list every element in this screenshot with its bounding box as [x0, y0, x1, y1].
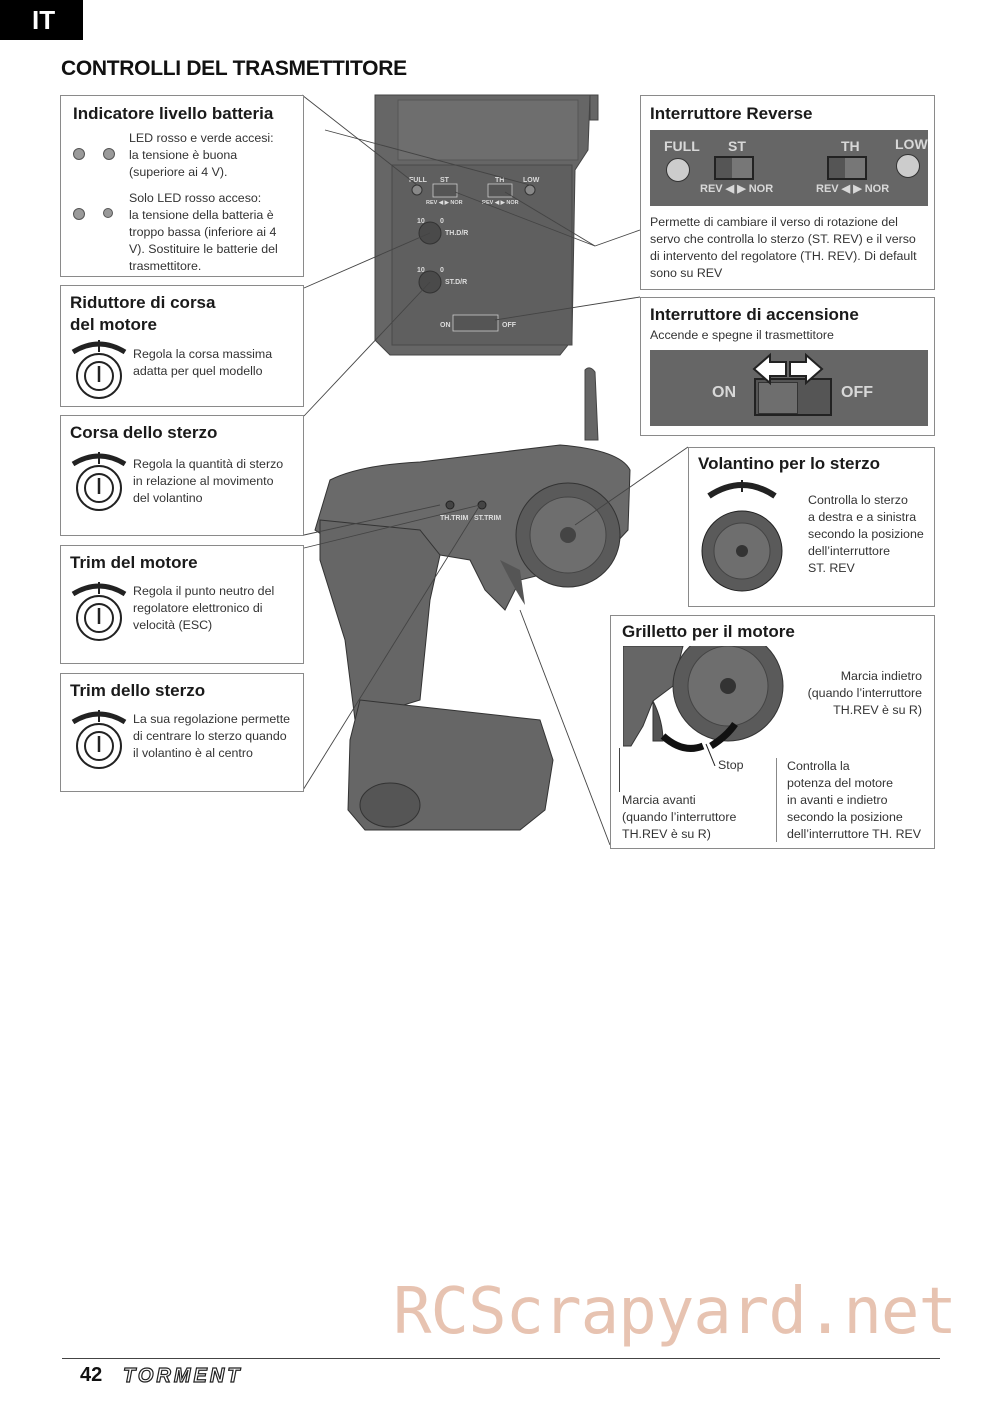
watermark: RCScrapyard.net: [393, 1275, 956, 1349]
motor-reducer-box: [60, 285, 304, 407]
transmitter-top-view: [375, 95, 598, 355]
full-led-icon: [666, 158, 690, 182]
steering-wheel-icon: [697, 476, 787, 596]
language-tab: IT: [0, 0, 83, 40]
steering-travel-box: [60, 415, 304, 536]
motor-reducer-text: Regola la corsa massima adatta per quel modello: [133, 347, 273, 378]
steering-trim-text: La sua regolazione permette di centrare lo sterzo quando il volantino è al centro: [133, 712, 291, 760]
tx-label-10b: 10: [417, 267, 425, 274]
tx-label-10a: 10: [417, 218, 425, 225]
low-led-icon: [896, 154, 920, 178]
motor-trim-text: Regola il punto neutro del regolatore elettronico di velocità (ESC): [133, 584, 275, 632]
double-arrow-icon: [752, 352, 824, 386]
page-number: 42: [80, 1364, 103, 1386]
reverse-th-rev-nor: REV ◀ ▶ NOR: [816, 183, 890, 195]
tx-label-sttrim: ST.TRIM: [474, 515, 502, 522]
power-off-label: OFF: [841, 384, 873, 401]
power-on-label: ON: [712, 384, 736, 401]
brand-logo: TORMENT: [123, 1365, 243, 1387]
reverse-st-rev-nor: REV ◀ ▶ NOR: [700, 183, 774, 195]
tx-label-on: ON: [440, 322, 451, 329]
dial-knob-icon: [69, 450, 129, 512]
transmitter-side-view: [315, 368, 630, 830]
dial-knob-icon: [69, 580, 129, 642]
trigger-stop-label: Stop: [718, 758, 744, 772]
battery-good-text: LED rosso e verde accesi: la tensione è buona (superiore ai 4 V).: [129, 131, 274, 179]
throttle-trigger-title: Grilletto per il motore: [622, 622, 795, 641]
trigger-forward-text: Marcia avanti (quando l’interruttore TH.REV è su R): [622, 793, 737, 841]
tx-label-low: LOW: [523, 177, 540, 184]
footer-divider: [62, 1358, 940, 1359]
reverse-th-label: TH: [841, 138, 860, 154]
tx-label-thtrim: TH.TRIM: [440, 515, 469, 522]
power-switch-title: Interruttore di accensione: [650, 305, 859, 324]
trigger-control-text: Controlla la potenza del motore in avanti e indietro secondo la posizione dell’interruttore TH. REV: [787, 759, 922, 841]
page-title: CONTROLLI DEL TRASMETTITORE: [61, 57, 407, 80]
reverse-switch-box: [640, 95, 935, 290]
steering-wheel-text: Controlla lo sterzo a destra e a sinistra secondo la posizione dell’interruttore ST. REV: [808, 493, 924, 575]
tx-label-rev-nor-st: REV ◀ ▶ NOR: [426, 200, 463, 206]
tx-label-st: ST: [440, 177, 449, 184]
steering-trim-box: [60, 673, 304, 792]
battery-indicator-box: [60, 95, 304, 277]
battery-low-text: Solo LED rosso acceso: la tensione della batteria è troppo bassa (inferiore ai 4 V). Sostituire le batterie del trasmettitore.: [129, 191, 278, 273]
battery-indicator-title: Indicatore livello batteria: [73, 104, 274, 123]
green-led-icon: [103, 148, 115, 160]
reverse-switch-panel: [650, 130, 928, 206]
red-led-on-icon: [73, 208, 85, 220]
tx-label-rev-nor-th: REV ◀ ▶ NOR: [482, 200, 519, 206]
tx-label-0b: 0: [440, 267, 444, 274]
throttle-trigger-box: [610, 615, 935, 849]
dial-knob-icon: [69, 708, 129, 770]
tx-label-stdr: ST.D/R: [445, 279, 468, 286]
tx-label-th: TH: [495, 177, 505, 184]
tx-label-full: FULL: [409, 177, 427, 184]
trigger-illustration: [623, 646, 798, 766]
motor-reducer-title: Riduttore di corsa del motore: [70, 293, 216, 334]
th-reverse-switch[interactable]: [827, 156, 867, 180]
red-led-icon: [73, 148, 85, 160]
reverse-low-label: LOW: [895, 136, 928, 152]
reverse-switch-text: Permette di cambiare il verso di rotazione del servo che controlla lo sterzo (ST. REV) e il verso di intervento del regolatore (TH. REV). Di default sono su REV: [650, 215, 917, 280]
power-switch-panel: [650, 350, 928, 426]
steering-trim-title: Trim dello sterzo: [70, 681, 206, 700]
motor-trim-title: Trim del motore: [70, 553, 198, 572]
steering-wheel-box: [688, 447, 935, 607]
reverse-st-label: ST: [728, 138, 746, 154]
dial-knob-icon: [69, 338, 129, 400]
reverse-switch-title: Interruttore Reverse: [650, 104, 813, 123]
trigger-reverse-text: Marcia indietro (quando l’interruttore TH.REV è su R): [807, 669, 922, 717]
reverse-full-label: FULL: [664, 138, 700, 154]
green-led-off-icon: [103, 208, 113, 218]
st-reverse-switch[interactable]: [714, 156, 754, 180]
tx-label-thdr: TH.D/R: [445, 230, 469, 237]
steering-travel-text: Regola la quantità di sterzo in relazione al movimento del volantino: [133, 457, 284, 505]
steering-wheel-title: Volantino per lo sterzo: [698, 454, 880, 473]
motor-trim-box: [60, 545, 304, 664]
tx-label-off: OFF: [502, 322, 516, 329]
steering-travel-title: Corsa dello sterzo: [70, 423, 218, 442]
power-switch-subtitle: Accende e spegne il trasmettitore: [650, 328, 834, 342]
power-switch-box: [640, 297, 935, 436]
tx-label-0a: 0: [440, 218, 444, 225]
